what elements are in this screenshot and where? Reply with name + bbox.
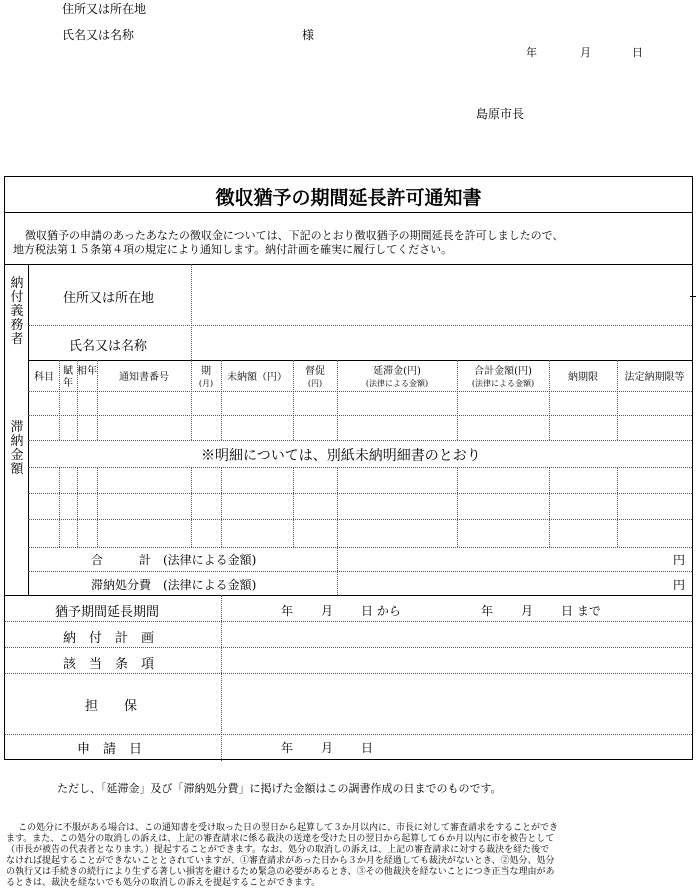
col-period-sub: (月) [198,379,214,388]
totals-row-line [28,571,692,572]
detail-col-line [293,467,294,547]
appeal-note-line: るときは、裁決を経ないでも処分の取消しの訴えを提起することができます。 [6,878,321,888]
apply-month: 月 [321,741,334,755]
penalty-unit: 円 [673,578,686,592]
sum-label: 合 計 (法律による金額) [91,553,257,567]
intro-line-2: 地方税法第１５条第４項の規定により通知します。納付計画を確実に履行してください。 [13,243,453,256]
header-row-divider [28,391,692,392]
ext-day-to: 日 まで [561,604,601,618]
detail-col-line [457,467,458,547]
ext-day-from: 日 から [361,604,401,618]
detail-col-line [59,467,60,547]
detail-col-line [293,360,294,440]
apply-year: 年 [281,741,294,755]
detail-note: ※明細については、別紙未納明細書のとおり [201,448,481,464]
detail-col-line [617,467,618,547]
taxpayer-bottom-line [28,360,692,361]
arrears-bottom-line [5,595,692,596]
col-year-2: 相年 [77,366,97,377]
appeal-note-line: （市長が被告の代表者となります。）提起することができます。なお、処分の取消しの訴えは、上記の審査請求に対する裁決を経た後で [6,845,550,855]
taxpayer-value-divider [191,264,192,360]
col-total-sub: (法律による金額) [471,379,535,388]
section-column-line [28,264,29,595]
detail-row-line [28,440,692,441]
detail-col-line [337,360,338,440]
issuer-name: 島原市長 [476,107,525,121]
intro-divider [5,264,692,265]
appeal-note-line: なければ提起することができないこととされていますが、①審査請求があった日から３か月を経過しても裁決がないとき、②処分、処分 [6,856,555,866]
taxpayer-section-label: 納付義務者 [10,276,24,347]
detail-col-line [191,360,192,440]
detail-col-line [457,360,458,440]
col-legal-due: 法定納期限等 [624,372,685,383]
ext-year-1: 年 [281,604,294,618]
detail-col-line [337,467,338,595]
date-day: 日 [632,46,643,59]
detail-col-line [97,467,98,547]
detail-col-line [97,360,98,440]
honorific: 様 [302,28,315,42]
lower-row-line [5,647,692,648]
detail-col-line [77,467,78,547]
apply-day: 日 [361,741,374,755]
col-demand: 督促 [305,366,325,377]
taxpayer-row-divider [28,325,692,326]
date-month: 月 [580,46,591,59]
extension-label: 猶予期間延長期間 [55,605,160,620]
lower-value-divider [221,595,222,761]
detail-row-line [28,467,692,468]
proviso-text: ただし、「延滞金」及び「滞納処分費」に掲げた金額はこの調書作成の日までのものです。 [57,782,502,795]
ext-month-2: 月 [521,604,534,618]
detail-col-line [549,360,550,440]
detail-col-line [191,467,192,547]
collateral-label: 担 保 [85,699,138,714]
ext-month-1: 月 [321,604,334,618]
recipient-name-label: 氏名又は名称 [62,28,135,42]
appeal-note-line: の執行又は手続きの続行により生ずる著しい損害を避けるため緊急の必要があるとき、③その他裁決を経ないことにつき正当な理由があ [6,867,555,877]
col-subject: 科目 [34,372,54,383]
date-year: 年 [526,46,537,59]
col-delay-sub: (法律による金額) [365,379,429,388]
notice-form [4,176,693,760]
col-unpaid: 未納額（円） [227,372,287,383]
recipient-address-label: 住所又は所在地 [62,2,147,16]
apply-label: 申 請 日 [77,742,143,757]
col-due: 納期限 [568,372,598,383]
detail-col-line [221,360,222,440]
taxpayer-address-label: 住所又は所在地 [63,291,155,306]
intro-line-1: 徴収猶予の申請のあったあなたの徴収金については、下記のとおり徴収猶予の期間延長を許可しましたので、 [25,229,564,242]
detail-row-line [28,547,692,548]
taxpayer-name-label: 氏名又は名称 [69,339,148,354]
lower-row-line [5,734,692,735]
lower-row-line [5,673,692,674]
detail-col-line [77,360,78,440]
detail-row-line [28,415,692,416]
form-title: 徴収猶予の期間延長許可通知書 [215,187,482,209]
penalty-label: 滞納処分費 (法律による金額) [91,578,257,592]
appeal-note-line: ます。また、この処分の取消しの訴えは、上記の審査請求に係る裁決の送達を受けた日の翌日から起算して６か月以内に市を被告として [6,834,555,844]
clause-label: 該 当 条 項 [63,657,155,672]
detail-row-line [28,519,692,520]
appeal-note-line: この処分に不服がある場合は、この通知書を受け取った日の翌日から起算して３か月以内に、市長に対して審査請求をすることができ [18,823,559,833]
col-demand-sub: (円) [307,379,323,388]
lower-row-line [5,621,692,622]
sum-unit: 円 [673,553,686,567]
col-notice-no: 通知書番号 [119,372,169,383]
col-year-1: 賦年 [63,366,73,389]
col-delay: 延滞金(円) [373,366,421,377]
detail-col-line [617,360,618,440]
col-total: 合計金額(円) [474,366,532,377]
col-period: 期 [201,366,211,377]
detail-col-line [221,467,222,547]
detail-row-line [28,493,692,494]
arrears-section-label: 滞納金額 [10,420,24,477]
plan-label: 納 付 計 画 [63,631,155,646]
detail-col-line [59,360,60,440]
detail-col-line [549,467,550,547]
ext-year-2: 年 [481,604,494,618]
title-divider [5,212,692,213]
